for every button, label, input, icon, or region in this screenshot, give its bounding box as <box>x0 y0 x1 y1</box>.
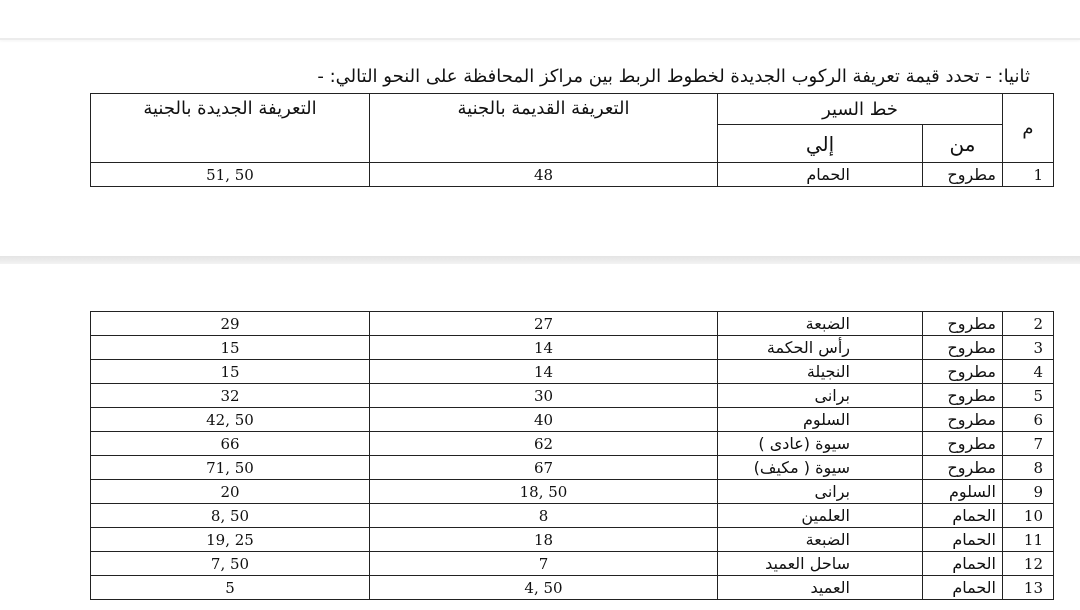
to-cell: النجيلة <box>718 360 923 384</box>
from-cell: الحمام <box>923 552 1003 576</box>
index-cell: 1 <box>1003 163 1054 187</box>
index-cell: 2 <box>1003 312 1054 336</box>
from-cell: مطروح <box>923 360 1003 384</box>
to-cell: العلمين <box>718 504 923 528</box>
old-fare-cell: 27 <box>370 312 718 336</box>
table-row <box>91 576 1054 600</box>
index-cell: 9 <box>1003 480 1054 504</box>
to-cell: الضبعة <box>718 312 923 336</box>
new-fare-cell: 15 <box>91 336 370 360</box>
old-fare-cell: 18 <box>370 528 718 552</box>
new-fare-cell: 51, 50 <box>91 163 370 187</box>
index-cell: 6 <box>1003 408 1054 432</box>
old-fare-cell: 4, 50 <box>370 576 718 600</box>
table-row <box>91 432 1054 456</box>
old-fare-cell: 67 <box>370 456 718 480</box>
index-cell: 8 <box>1003 456 1054 480</box>
header-index: م <box>1003 94 1054 163</box>
header-route: خط السير <box>718 94 1003 125</box>
from-cell: مطروح <box>923 336 1003 360</box>
index-cell: 10 <box>1003 504 1054 528</box>
to-cell: سيوة ( مكيف) <box>718 456 923 480</box>
index-cell: 11 <box>1003 528 1054 552</box>
new-fare-cell: 15 <box>91 360 370 384</box>
to-cell: الضبعة <box>718 528 923 552</box>
index-cell: 5 <box>1003 384 1054 408</box>
from-cell: مطروح <box>923 384 1003 408</box>
index-cell: 3 <box>1003 336 1054 360</box>
new-fare-cell: 5 <box>91 576 370 600</box>
from-cell: الحمام <box>923 576 1003 600</box>
table-row <box>91 552 1054 576</box>
to-cell: برانى <box>718 480 923 504</box>
new-fare-cell: 32 <box>91 384 370 408</box>
old-fare-cell: 48 <box>370 163 718 187</box>
from-cell: مطروح <box>923 408 1003 432</box>
header-to: إلي <box>718 125 923 163</box>
new-fare-cell: 8, 50 <box>91 504 370 528</box>
index-cell: 12 <box>1003 552 1054 576</box>
new-fare-cell: 7, 50 <box>91 552 370 576</box>
from-cell: الحمام <box>923 528 1003 552</box>
from-cell: مطروح <box>923 163 1003 187</box>
old-fare-cell: 8 <box>370 504 718 528</box>
index-cell: 13 <box>1003 576 1054 600</box>
old-fare-cell: 14 <box>370 336 718 360</box>
to-cell: العميد <box>718 576 923 600</box>
new-fare-cell: 20 <box>91 480 370 504</box>
new-fare-cell: 71, 50 <box>91 456 370 480</box>
index-cell: 7 <box>1003 432 1054 456</box>
table-row <box>91 480 1054 504</box>
new-fare-cell: 42, 50 <box>91 408 370 432</box>
to-cell: برانى <box>718 384 923 408</box>
fares-table-continued <box>90 311 1054 600</box>
from-cell: مطروح <box>923 432 1003 456</box>
from-cell: الحمام <box>923 504 1003 528</box>
fares-table-header <box>90 93 1054 187</box>
to-cell: السلوم <box>718 408 923 432</box>
old-fare-cell: 14 <box>370 360 718 384</box>
header-new-fare: التعريفة الجديدة بالجنية <box>91 94 370 163</box>
to-cell: رأس الحكمة <box>718 336 923 360</box>
table-row <box>91 360 1054 384</box>
table-row <box>91 336 1054 360</box>
old-fare-cell: 62 <box>370 432 718 456</box>
old-fare-cell: 7 <box>370 552 718 576</box>
new-fare-cell: 19, 25 <box>91 528 370 552</box>
table-row <box>91 384 1054 408</box>
to-cell: ساحل العميد <box>718 552 923 576</box>
from-cell: السلوم <box>923 480 1003 504</box>
table-row <box>91 408 1054 432</box>
section-heading: ثانيا: - تحدد قيمة تعريفة الركوب الجديدة لخطوط الربط بين مراكز المحافظة على النحو التالي: - <box>317 66 1030 87</box>
old-fare-cell: 30 <box>370 384 718 408</box>
top-band <box>0 0 1080 40</box>
table-row <box>91 528 1054 552</box>
old-fare-cell: 40 <box>370 408 718 432</box>
to-cell: الحمام <box>718 163 923 187</box>
from-cell: مطروح <box>923 312 1003 336</box>
from-cell: مطروح <box>923 456 1003 480</box>
table-row <box>91 312 1054 336</box>
to-cell: سيوة (عادى ) <box>718 432 923 456</box>
new-fare-cell: 66 <box>91 432 370 456</box>
header-from: من <box>923 125 1003 163</box>
new-fare-cell: 29 <box>91 312 370 336</box>
index-cell: 4 <box>1003 360 1054 384</box>
header-old-fare: التعريفة القديمة بالجنية <box>370 94 718 163</box>
page-separator <box>0 256 1080 264</box>
table-row <box>91 456 1054 480</box>
table-row <box>91 163 1054 187</box>
table-row <box>91 504 1054 528</box>
old-fare-cell: 18, 50 <box>370 480 718 504</box>
